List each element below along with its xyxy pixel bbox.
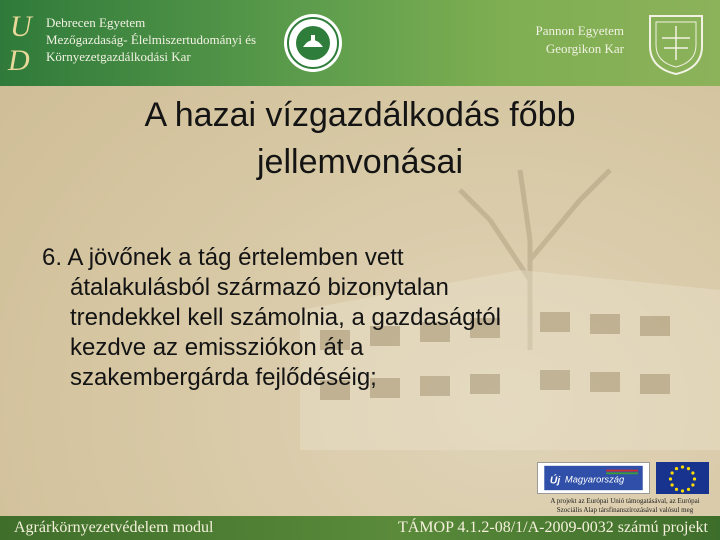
footer-bar bbox=[0, 516, 720, 540]
svg-text:Magyarország: Magyarország bbox=[564, 474, 625, 485]
funding-logos bbox=[537, 462, 713, 514]
footer-module-name: Agrárkörnyezetvédelem modul bbox=[14, 519, 214, 536]
eu-flag-icon bbox=[656, 462, 709, 494]
svg-text:U: U bbox=[10, 10, 32, 43]
header-left-line-1: Debrecen Egyetem bbox=[46, 15, 146, 30]
eu-note-line-2: Szociális Alap társfinanszírozásával valósul meg bbox=[556, 506, 694, 514]
footer-project-id: TÁMOP 4.1.2-08/1/A-2009-0032 számú projekt bbox=[397, 519, 708, 536]
eu-funding-note bbox=[537, 497, 713, 515]
body-line-3: trendekkel kell számolnia, a gazdaságtól bbox=[70, 304, 501, 331]
body-line-5: szakembergárda fejlődéséig; bbox=[70, 364, 377, 391]
eu-note-line-1: A projekt az Európai Unió támogatásával, az Európai bbox=[550, 497, 700, 505]
body-line-4: kezdve az emissziókon át a bbox=[70, 334, 364, 361]
body-line-1: 6. A jövőnek a tág értelemben vett bbox=[42, 244, 404, 271]
university-name-right bbox=[500, 22, 624, 58]
body-line-2: átalakulásból származó bizonytalan bbox=[70, 274, 449, 301]
slide-title-line-2: jellemvonásai bbox=[257, 143, 463, 181]
uj-magyarorszag-logo bbox=[537, 462, 650, 494]
slide-body bbox=[42, 243, 682, 393]
header-right-line-2: Georgikon Kar bbox=[545, 41, 624, 56]
header-bar bbox=[0, 0, 720, 86]
body-paragraph bbox=[42, 243, 682, 393]
slide-title bbox=[40, 92, 680, 186]
header-right-line-1: Pannon Egyetem bbox=[535, 23, 624, 38]
university-name-left bbox=[46, 14, 256, 65]
svg-text:Új: Új bbox=[549, 475, 561, 487]
faculty-seal-icon bbox=[283, 13, 343, 73]
header-left-line-3: Környezetgazdálkodási Kar bbox=[46, 49, 191, 64]
ud-logo-icon bbox=[6, 6, 36, 76]
slide-title-line-1: A hazai vízgazdálkodás főbb bbox=[144, 96, 576, 134]
header-left-line-2: Mezőgazdaság- Élelmiszertudományi és bbox=[46, 32, 257, 47]
georgikon-shield-icon bbox=[644, 12, 708, 76]
svg-text:D: D bbox=[8, 44, 30, 76]
